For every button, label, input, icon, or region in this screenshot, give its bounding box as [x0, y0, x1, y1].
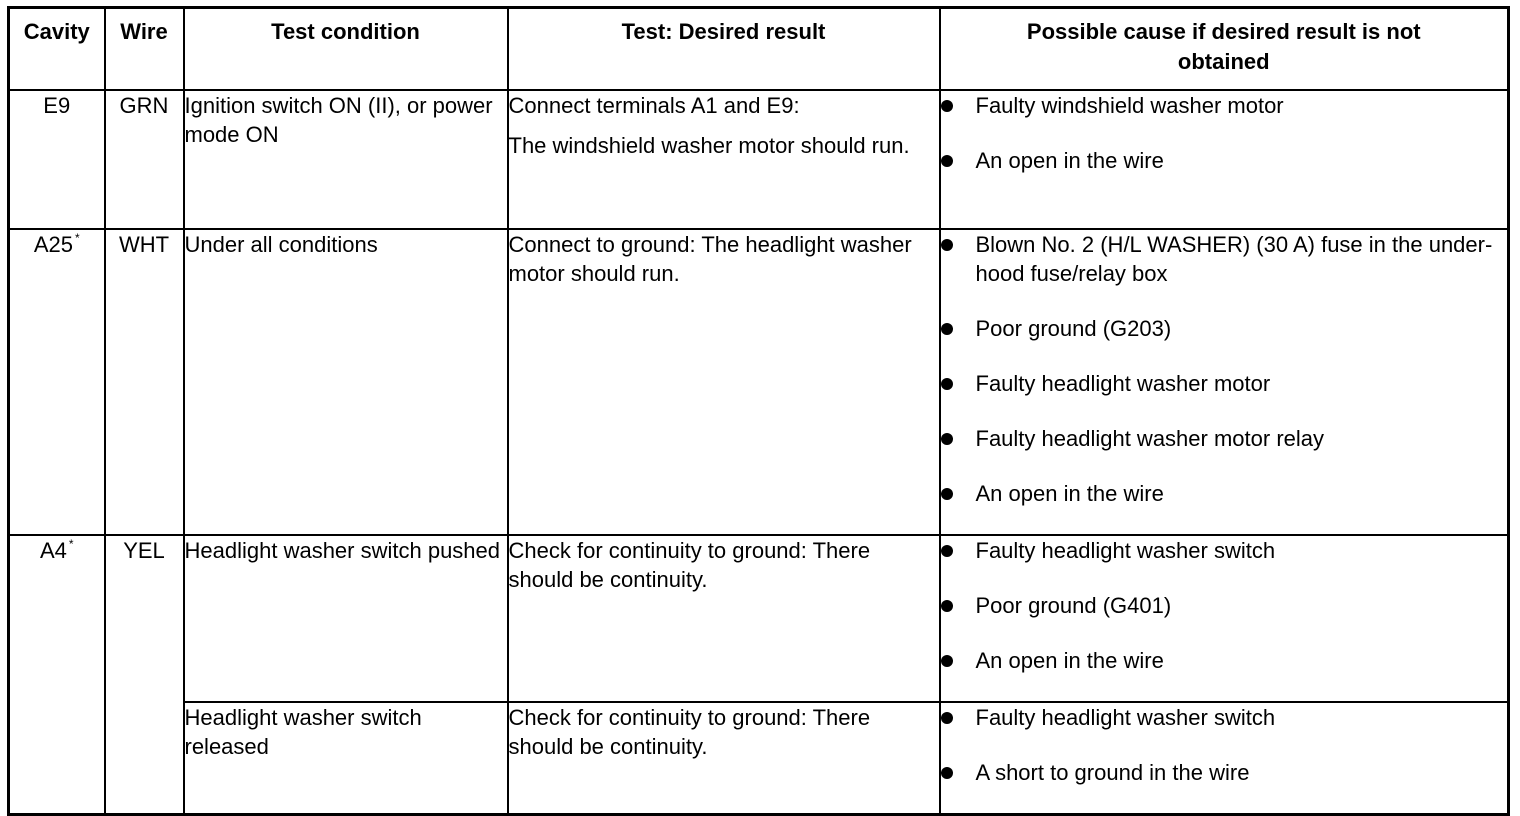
header-wire: Wire: [105, 8, 184, 90]
bullet-icon: [941, 155, 953, 167]
desired-result-cell: [508, 535, 940, 702]
bullet-icon: [941, 239, 953, 251]
test-condition-cell: Under all conditions: [184, 229, 508, 535]
cause-list: [941, 91, 1508, 175]
possible-cause-cell: [940, 702, 1509, 815]
bullet-icon: [941, 488, 953, 500]
test-condition-cell: Ignition switch ON (II), or power mode ON: [184, 90, 508, 229]
desired-result-cell: [508, 229, 940, 535]
bullet-icon: [941, 323, 953, 335]
cause-text: An open in the wire: [975, 480, 1164, 506]
bullet-icon: [941, 545, 953, 557]
bullet-icon: [941, 600, 953, 612]
header-test-condition: Test condition: [184, 8, 508, 90]
bullet-icon: [941, 655, 953, 667]
list-item: [941, 703, 1508, 732]
wire-cell: GRN: [105, 90, 184, 229]
table-row: [9, 702, 1509, 815]
desired-result-cell: [508, 702, 940, 815]
possible-cause-cell: [940, 90, 1509, 229]
header-possible-cause: Possible cause if desired result is not obtained: [940, 8, 1509, 90]
bullet-icon: [941, 100, 953, 112]
cause-text: Faulty headlight washer motor: [975, 370, 1271, 396]
result-text: Connect terminals A1 and E9:: [508, 92, 800, 118]
cause-text: Blown No. 2 (H/L WASHER) (30 A) fuse in the under-hood fuse/relay box: [975, 231, 1493, 286]
cause-list: [941, 230, 1508, 508]
cause-text: A short to ground in the wire: [975, 759, 1250, 785]
cause-list: [941, 536, 1508, 675]
result-text: Connect to ground: The headlight washer motor should run.: [508, 231, 912, 286]
cavity-value: E9: [43, 92, 71, 118]
list-item: [941, 314, 1508, 343]
list-item: [941, 479, 1508, 508]
list-item: [941, 369, 1508, 398]
header-row: [9, 8, 1509, 90]
footnote-marker: *: [74, 230, 80, 245]
list-item: [941, 146, 1508, 175]
cause-text: Poor ground (G203): [975, 315, 1172, 341]
cause-text: An open in the wire: [975, 147, 1164, 173]
footnote-marker: *: [68, 536, 74, 551]
result-text: The windshield washer motor should run.: [508, 132, 910, 158]
cause-text: Faulty headlight washer motor relay: [975, 425, 1324, 451]
result-text: Check for continuity to ground: There should be continuity.: [508, 704, 871, 759]
list-item: [941, 424, 1508, 453]
cause-text: Faulty headlight washer switch: [975, 537, 1276, 563]
cavity-cell: [9, 535, 105, 815]
cavity-value: A25: [33, 231, 73, 257]
bullet-icon: [941, 433, 953, 445]
table-row: [9, 90, 1509, 229]
test-condition-cell: Headlight washer switch released: [184, 702, 508, 815]
list-item: [941, 591, 1508, 620]
list-item: [941, 758, 1508, 787]
wire-cell: WHT: [105, 229, 184, 535]
desired-result-cell: [508, 90, 940, 229]
header-cavity: Cavity: [9, 8, 105, 90]
table-row: [9, 535, 1509, 702]
troubleshooting-table: [7, 6, 1510, 816]
list-item: [941, 646, 1508, 675]
cavity-cell: [9, 229, 105, 535]
cause-text: Poor ground (G401): [975, 592, 1172, 618]
cause-text: Faulty windshield washer motor: [975, 92, 1284, 118]
bullet-icon: [941, 378, 953, 390]
header-desired-result: Test: Desired result: [508, 8, 940, 90]
bullet-icon: [941, 767, 953, 779]
result-text: Check for continuity to ground: There should be continuity.: [508, 537, 871, 592]
cause-text: Faulty headlight washer switch: [975, 704, 1276, 730]
cause-text: An open in the wire: [975, 647, 1164, 673]
list-item: [941, 536, 1508, 565]
list-item: [941, 91, 1508, 120]
cavity-value: A4: [39, 537, 67, 563]
possible-cause-cell: [940, 229, 1509, 535]
list-item: [941, 230, 1508, 288]
table-row: [9, 229, 1509, 535]
wire-cell: YEL: [105, 535, 184, 815]
bullet-icon: [941, 712, 953, 724]
cause-list: [941, 703, 1508, 787]
possible-cause-cell: [940, 535, 1509, 702]
cavity-cell: [9, 90, 105, 229]
test-condition-cell: Headlight washer switch pushed: [184, 535, 508, 702]
